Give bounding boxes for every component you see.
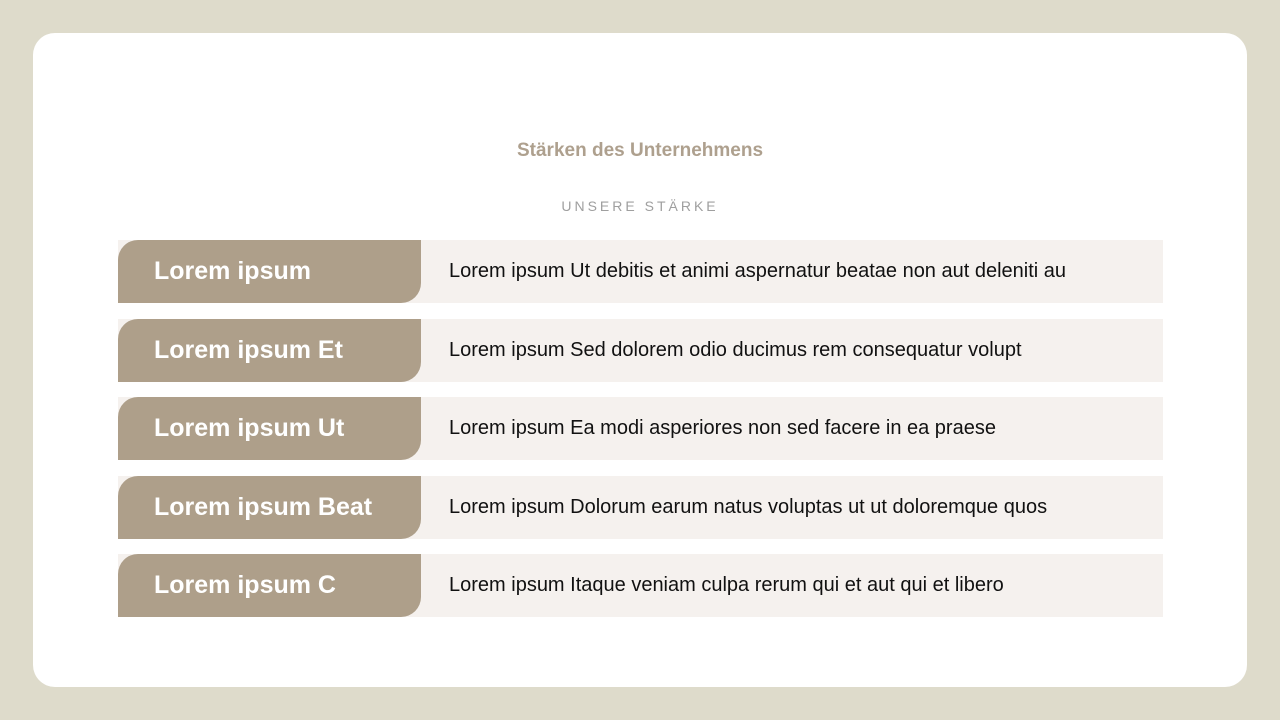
strength-description: Lorem ipsum Sed dolorem odio ducimus rem consequatur volupt <box>449 338 1022 361</box>
strength-row <box>118 476 1163 539</box>
strength-description: Lorem ipsum Ut debitis et animi aspernatur beatae non aut deleniti au <box>449 260 1067 282</box>
strengths-list <box>118 240 1163 633</box>
strength-label: Lorem ipsum Beat <box>118 476 421 539</box>
slide-subtitle: UNSERE STÄRKE <box>561 198 719 214</box>
strength-label: Lorem ipsum C <box>118 554 421 617</box>
strength-description: Lorem ipsum Ea modi asperiores non sed facere in ea praese <box>449 417 996 439</box>
strength-label: Lorem ipsum Ut <box>118 397 421 460</box>
slide-title: Stärken des Unternehmens <box>516 140 764 161</box>
strength-description: Lorem ipsum Dolorum earum natus voluptas ut ut doloremque quos <box>449 495 1048 518</box>
strength-description: Lorem ipsum Itaque veniam culpa rerum qui et aut qui et libero <box>449 574 1004 596</box>
strength-row <box>118 397 1163 460</box>
strength-label: Lorem ipsum <box>118 240 421 303</box>
strength-row <box>118 319 1163 382</box>
strength-row <box>118 240 1163 303</box>
strength-row <box>118 554 1163 617</box>
strength-label: Lorem ipsum Et <box>118 319 421 382</box>
